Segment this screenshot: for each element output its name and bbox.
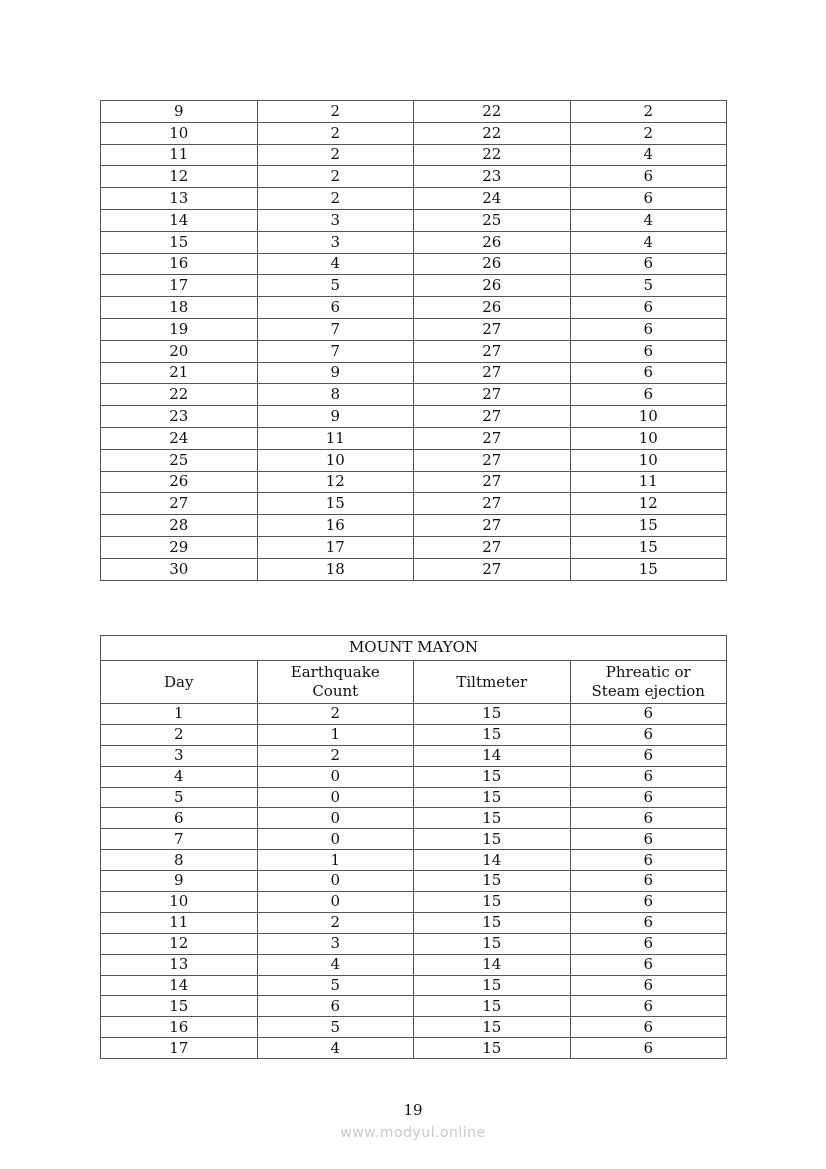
tiltmeter-cell: 15: [414, 829, 571, 850]
day-cell: 6: [101, 808, 258, 829]
day-cell: 3: [101, 745, 258, 766]
table-row: [101, 787, 727, 808]
day-cell: 1: [101, 704, 258, 725]
day-cell: 19: [101, 318, 258, 340]
earthquake-count-cell: 16: [257, 515, 414, 537]
day-cell: 24: [101, 427, 258, 449]
table-title: MOUNT MAYON: [101, 636, 727, 661]
steam-ejection-cell: 15: [570, 515, 727, 537]
steam-ejection-cell: 10: [570, 449, 727, 471]
table-row: [101, 704, 727, 725]
day-cell: 21: [101, 362, 258, 384]
tiltmeter-cell: 15: [414, 912, 571, 933]
day-cell: 12: [101, 933, 258, 954]
tiltmeter-cell: 26: [414, 275, 571, 297]
day-cell: 16: [101, 253, 258, 275]
day-cell: 11: [101, 912, 258, 933]
table-row: [101, 471, 727, 493]
table-row: [101, 144, 727, 166]
day-cell: 25: [101, 449, 258, 471]
earthquake-count-cell: 17: [257, 536, 414, 558]
day-cell: 7: [101, 829, 258, 850]
tiltmeter-cell: 15: [414, 975, 571, 996]
mount-mayon-table: [100, 635, 727, 1059]
steam-ejection-cell: 6: [570, 850, 727, 871]
day-cell: 10: [101, 892, 258, 913]
tiltmeter-cell: 22: [414, 144, 571, 166]
steam-ejection-cell: 6: [570, 745, 727, 766]
header-earthquake-count: [257, 661, 414, 704]
earthquake-count-cell: 3: [257, 933, 414, 954]
earthquake-count-cell: 2: [257, 704, 414, 725]
day-cell: 30: [101, 558, 258, 580]
header-phreatic: [570, 661, 727, 704]
tiltmeter-cell: 14: [414, 745, 571, 766]
steam-ejection-cell: 6: [570, 954, 727, 975]
steam-ejection-cell: 12: [570, 493, 727, 515]
day-cell: 14: [101, 209, 258, 231]
tiltmeter-cell: 27: [414, 406, 571, 428]
earthquake-count-cell: 0: [257, 766, 414, 787]
table-row: [101, 297, 727, 319]
day-cell: 28: [101, 515, 258, 537]
day-cell: 18: [101, 297, 258, 319]
earthquake-count-cell: 2: [257, 122, 414, 144]
earthquake-count-cell: 0: [257, 787, 414, 808]
tiltmeter-cell: 26: [414, 253, 571, 275]
table-row: [101, 253, 727, 275]
day-cell: 15: [101, 231, 258, 253]
earthquake-count-cell: 2: [257, 188, 414, 210]
day-cell: 14: [101, 975, 258, 996]
steam-ejection-cell: 10: [570, 406, 727, 428]
day-cell: 5: [101, 787, 258, 808]
steam-ejection-cell: 6: [570, 1017, 727, 1038]
table-title-row: [101, 636, 727, 661]
earthquake-count-cell: 4: [257, 954, 414, 975]
steam-ejection-cell: 6: [570, 892, 727, 913]
table-row: [101, 362, 727, 384]
tiltmeter-cell: 15: [414, 724, 571, 745]
tiltmeter-cell: 15: [414, 892, 571, 913]
table-header-row: [101, 661, 727, 704]
tiltmeter-cell: 15: [414, 933, 571, 954]
steam-ejection-cell: 6: [570, 384, 727, 406]
table-row: [101, 766, 727, 787]
tiltmeter-cell: 27: [414, 536, 571, 558]
day-cell: 11: [101, 144, 258, 166]
day-cell: 2: [101, 724, 258, 745]
table-row: [101, 745, 727, 766]
tiltmeter-cell: 27: [414, 558, 571, 580]
day-cell: 15: [101, 996, 258, 1017]
steam-ejection-cell: 6: [570, 1038, 727, 1059]
watermark-text: www.modyul.online: [340, 1125, 486, 1141]
header-phreatic-line2: Steam ejection: [591, 682, 705, 700]
earthquake-count-cell: 11: [257, 427, 414, 449]
table-row: [101, 384, 727, 406]
table-row: [101, 427, 727, 449]
table-row: [101, 912, 727, 933]
table-row: [101, 1017, 727, 1038]
steam-ejection-cell: 5: [570, 275, 727, 297]
tiltmeter-cell: 27: [414, 384, 571, 406]
earthquake-count-cell: 0: [257, 892, 414, 913]
tiltmeter-cell: 22: [414, 101, 571, 123]
steam-ejection-cell: 4: [570, 144, 727, 166]
tiltmeter-cell: 27: [414, 318, 571, 340]
earthquake-count-cell: 0: [257, 808, 414, 829]
steam-ejection-cell: 6: [570, 996, 727, 1017]
table-row: [101, 188, 727, 210]
header-earthquake-line2: Count: [312, 682, 359, 700]
steam-ejection-cell: 6: [570, 829, 727, 850]
day-cell: 13: [101, 188, 258, 210]
earthquake-count-cell: 12: [257, 471, 414, 493]
tiltmeter-cell: 15: [414, 787, 571, 808]
earthquake-count-cell: 7: [257, 318, 414, 340]
steam-ejection-cell: 6: [570, 724, 727, 745]
table-row: [101, 850, 727, 871]
table-row: [101, 536, 727, 558]
steam-ejection-cell: 6: [570, 253, 727, 275]
steam-ejection-cell: 6: [570, 362, 727, 384]
earthquake-count-cell: 9: [257, 362, 414, 384]
earthquake-count-cell: 18: [257, 558, 414, 580]
steam-ejection-cell: 6: [570, 704, 727, 725]
tiltmeter-cell: 23: [414, 166, 571, 188]
table-row: [101, 449, 727, 471]
steam-ejection-cell: 6: [570, 766, 727, 787]
earthquake-count-cell: 4: [257, 1038, 414, 1059]
steam-ejection-cell: 4: [570, 231, 727, 253]
steam-ejection-cell: 6: [570, 297, 727, 319]
steam-ejection-cell: 6: [570, 912, 727, 933]
day-cell: 17: [101, 1038, 258, 1059]
table-row: [101, 275, 727, 297]
steam-ejection-cell: 10: [570, 427, 727, 449]
earthquake-count-cell: 9: [257, 406, 414, 428]
day-cell: 29: [101, 536, 258, 558]
earthquake-count-cell: 3: [257, 231, 414, 253]
steam-ejection-cell: 6: [570, 808, 727, 829]
tiltmeter-cell: 27: [414, 340, 571, 362]
earthquake-count-cell: 1: [257, 724, 414, 745]
earthquake-count-cell: 1: [257, 850, 414, 871]
steam-ejection-cell: 15: [570, 558, 727, 580]
steam-ejection-cell: 4: [570, 209, 727, 231]
steam-ejection-cell: 15: [570, 536, 727, 558]
table-row: [101, 892, 727, 913]
steam-ejection-cell: 11: [570, 471, 727, 493]
day-cell: 22: [101, 384, 258, 406]
tiltmeter-cell: 25: [414, 209, 571, 231]
table-row: [101, 231, 727, 253]
earthquake-count-cell: 5: [257, 975, 414, 996]
day-cell: 13: [101, 954, 258, 975]
steam-ejection-cell: 6: [570, 188, 727, 210]
earthquake-count-cell: 4: [257, 253, 414, 275]
steam-ejection-cell: 2: [570, 122, 727, 144]
steam-ejection-cell: 6: [570, 933, 727, 954]
earthquake-count-cell: 3: [257, 209, 414, 231]
table-row: [101, 515, 727, 537]
table2-body: [101, 704, 727, 1059]
day-cell: 20: [101, 340, 258, 362]
tiltmeter-cell: 15: [414, 1017, 571, 1038]
header-day: Day: [101, 661, 258, 704]
tiltmeter-cell: 26: [414, 297, 571, 319]
tiltmeter-cell: 15: [414, 766, 571, 787]
earthquake-count-cell: 5: [257, 275, 414, 297]
earthquake-count-cell: 10: [257, 449, 414, 471]
day-cell: 4: [101, 766, 258, 787]
earthquake-count-cell: 2: [257, 144, 414, 166]
header-phreatic-line1: Phreatic or: [605, 663, 691, 682]
earthquake-count-cell: 7: [257, 340, 414, 362]
table-row: [101, 166, 727, 188]
table-row: [101, 318, 727, 340]
table-row: [101, 340, 727, 362]
earthquake-count-cell: 8: [257, 384, 414, 406]
earthquake-count-cell: 6: [257, 996, 414, 1017]
tiltmeter-cell: 24: [414, 188, 571, 210]
tiltmeter-cell: 14: [414, 850, 571, 871]
tiltmeter-cell: 15: [414, 704, 571, 725]
steam-ejection-cell: 6: [570, 787, 727, 808]
steam-ejection-cell: 2: [570, 101, 727, 123]
header-earthquake-line1: Earthquake: [290, 663, 380, 682]
tiltmeter-cell: 14: [414, 954, 571, 975]
day-cell: 17: [101, 275, 258, 297]
steam-ejection-cell: 6: [570, 340, 727, 362]
day-cell: 12: [101, 166, 258, 188]
tiltmeter-cell: 15: [414, 871, 571, 892]
table-row: [101, 954, 727, 975]
earthquake-count-cell: 2: [257, 166, 414, 188]
table-row: [101, 406, 727, 428]
table-row: [101, 1038, 727, 1059]
table-row: [101, 101, 727, 123]
tiltmeter-cell: 27: [414, 515, 571, 537]
table-row: [101, 724, 727, 745]
earthquake-count-cell: 6: [257, 297, 414, 319]
tiltmeter-cell: 15: [414, 808, 571, 829]
table1-body: [101, 101, 727, 581]
day-cell: 16: [101, 1017, 258, 1038]
earthquake-count-cell: 0: [257, 829, 414, 850]
earthquake-count-cell: 5: [257, 1017, 414, 1038]
day-cell: 10: [101, 122, 258, 144]
table-row: [101, 493, 727, 515]
table-row: [101, 871, 727, 892]
table-row: [101, 829, 727, 850]
earthquake-count-cell: 2: [257, 745, 414, 766]
table-row: [101, 122, 727, 144]
tiltmeter-cell: 27: [414, 427, 571, 449]
header-tiltmeter: Tiltmeter: [414, 661, 571, 704]
tiltmeter-cell: 27: [414, 449, 571, 471]
steam-ejection-cell: 6: [570, 166, 727, 188]
day-cell: 26: [101, 471, 258, 493]
day-cell: 27: [101, 493, 258, 515]
table-row: [101, 558, 727, 580]
table-row: [101, 808, 727, 829]
tiltmeter-cell: 26: [414, 231, 571, 253]
table-row: [101, 975, 727, 996]
tiltmeter-cell: 22: [414, 122, 571, 144]
tiltmeter-cell: 15: [414, 1038, 571, 1059]
page-number: 19: [403, 1101, 423, 1119]
volcano-data-table-continued: [100, 100, 727, 581]
table-row: [101, 933, 727, 954]
earthquake-count-cell: 0: [257, 871, 414, 892]
steam-ejection-cell: 6: [570, 871, 727, 892]
table-row: [101, 996, 727, 1017]
tiltmeter-cell: 27: [414, 362, 571, 384]
day-cell: 9: [101, 871, 258, 892]
tiltmeter-cell: 27: [414, 471, 571, 493]
earthquake-count-cell: 2: [257, 912, 414, 933]
table-row: [101, 209, 727, 231]
tiltmeter-cell: 27: [414, 493, 571, 515]
steam-ejection-cell: 6: [570, 318, 727, 340]
tiltmeter-cell: 15: [414, 996, 571, 1017]
day-cell: 8: [101, 850, 258, 871]
day-cell: 23: [101, 406, 258, 428]
steam-ejection-cell: 6: [570, 975, 727, 996]
earthquake-count-cell: 15: [257, 493, 414, 515]
earthquake-count-cell: 2: [257, 101, 414, 123]
day-cell: 9: [101, 101, 258, 123]
